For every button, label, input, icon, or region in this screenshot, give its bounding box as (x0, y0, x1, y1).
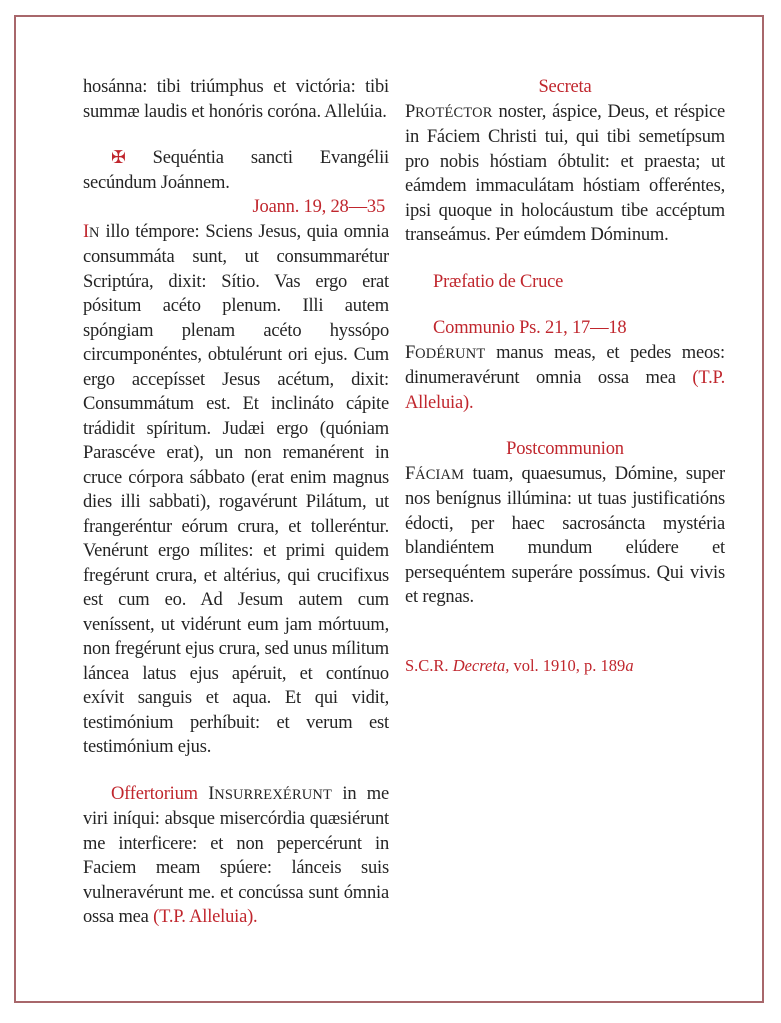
left-column (83, 75, 389, 930)
praefatio-heading (405, 270, 725, 295)
text-segment: Decreta, (452, 655, 510, 675)
text-segment: P (405, 101, 416, 122)
text-segment: F (405, 463, 416, 484)
text-segment: NSURREXÉRUNT (214, 786, 333, 803)
text-segment: F (405, 342, 416, 363)
secreta-heading (405, 75, 725, 100)
communio-paragraph (405, 341, 725, 416)
offertorium-label: Offertorium (111, 783, 198, 804)
text-segment: vol. 1910, p. 189 (509, 655, 626, 675)
secreta-paragraph (405, 100, 725, 248)
text-segment: ODÉRUNT (415, 345, 486, 362)
text-segment: Præfatio de Cruce (433, 271, 564, 292)
text-segment: manus meas, et pedes meos: dinumeravérunt omnia ossa mea (405, 342, 725, 388)
postcommunion-paragraph (405, 462, 725, 610)
text-segment: noster, áspice, Deus, et réspice in Fáciem Christi tui, qui tibi semetípsum pro nobis hóstiam óbtulit: et praesta; ut eámdem immaculátam hóstiam offeréntes, ipsi quoque in holocáustum tibe accéptum transeámus. Per eúmdem Dóminum. (405, 101, 725, 245)
postcommunion-heading (405, 437, 725, 462)
page-content (16, 17, 762, 930)
right-column (405, 75, 725, 930)
text-segment: Communio Ps. 21, 17—18 (433, 318, 627, 338)
maltese-cross-icon: ✠ (111, 148, 126, 168)
text-segment: Postcommunion (506, 439, 624, 459)
text-segment: ROTÉCTOR (415, 104, 493, 121)
page-border-frame (14, 15, 764, 1003)
gospel-reference-heading (83, 195, 389, 220)
text-segment: hosánna: tibi triúmphus et victória: tibi summæ laudis et honóris coróna. Allelúia. (83, 77, 389, 122)
text-segment: Sequéntia sancti Evangélii secúndum Joánnem. (83, 148, 389, 193)
text-segment: Secreta (538, 77, 592, 97)
text-segment: ÁCIAM (415, 466, 465, 483)
gospel-paragraph (83, 220, 389, 760)
text-segment: Joann. 19, 28—35 (252, 197, 385, 217)
sequentia-paragraph (83, 146, 389, 195)
text-segment: N (88, 224, 100, 241)
initial-letter: I (83, 221, 89, 242)
text-segment: illo témpore: Sciens Jesus, quia omnia consummáta sunt, ut consummarétur Scriptúra, dixit: Sítio. Vas ergo erat pósitum acéto plenum. Illi autem spóngiam plenam acéto hyssópo circumponéntes, obtulérunt ori ejus. Cum ergo accepísset Jesus acétum, dixit: Consummátum est. Et inclináto cápite trádidit spíritum. Judæi ergo (quóniam Parascéve erat), un non remanérent in cruce córpora sábbato (erat enim magnus dies illi sabbati), rogavérunt Pilátum, ut frangeréntur eórum crura, et tolleréntur. Venérunt ergo mílites: et primi quidem fregérunt crura, et altérius, qui crucifixus est cum eo. Ad Jesum autem cum veníssent, ut vidérunt eum jam mórtuum, non fregérunt ejus crura, sed unus mílitum láncea latus ejus apéruit, et contínuo exívit sanguis et aqua. Et qui vidit, testimónium perhíbuit: et verum est testimónium ejus. (83, 221, 389, 757)
offertorium-paragraph (83, 782, 389, 930)
text-segment: a (625, 655, 634, 675)
text-segment: I (208, 783, 215, 804)
paschal-time-note: (T.P. Alleluia). (153, 907, 258, 927)
text-segment: tuam, quaesumus, Dómine, super nos benígnus illúmina: ut tuas justificatións édocti, per haec sacrosáncta mystéria blandiéntem mundum elúdere et persequéntem superáre possímus. Qui vivis et regnas. (405, 463, 725, 607)
communio-heading (405, 316, 725, 341)
text-segment: in me viri iníqui: absque misercórdia quæsiérunt me interficere: et non pepercérunt in Faciem meam spúere: lánceis suis vulneravérunt me. et concússa sunt ómnia ossa mea (83, 783, 389, 927)
text-segment: S.C.R. (405, 655, 453, 675)
text-segment (198, 784, 208, 804)
hosanna-paragraph (83, 75, 389, 124)
scr-citation-footnote (405, 654, 725, 679)
paschal-time-note: (T.P. Alleluia). (405, 368, 725, 413)
